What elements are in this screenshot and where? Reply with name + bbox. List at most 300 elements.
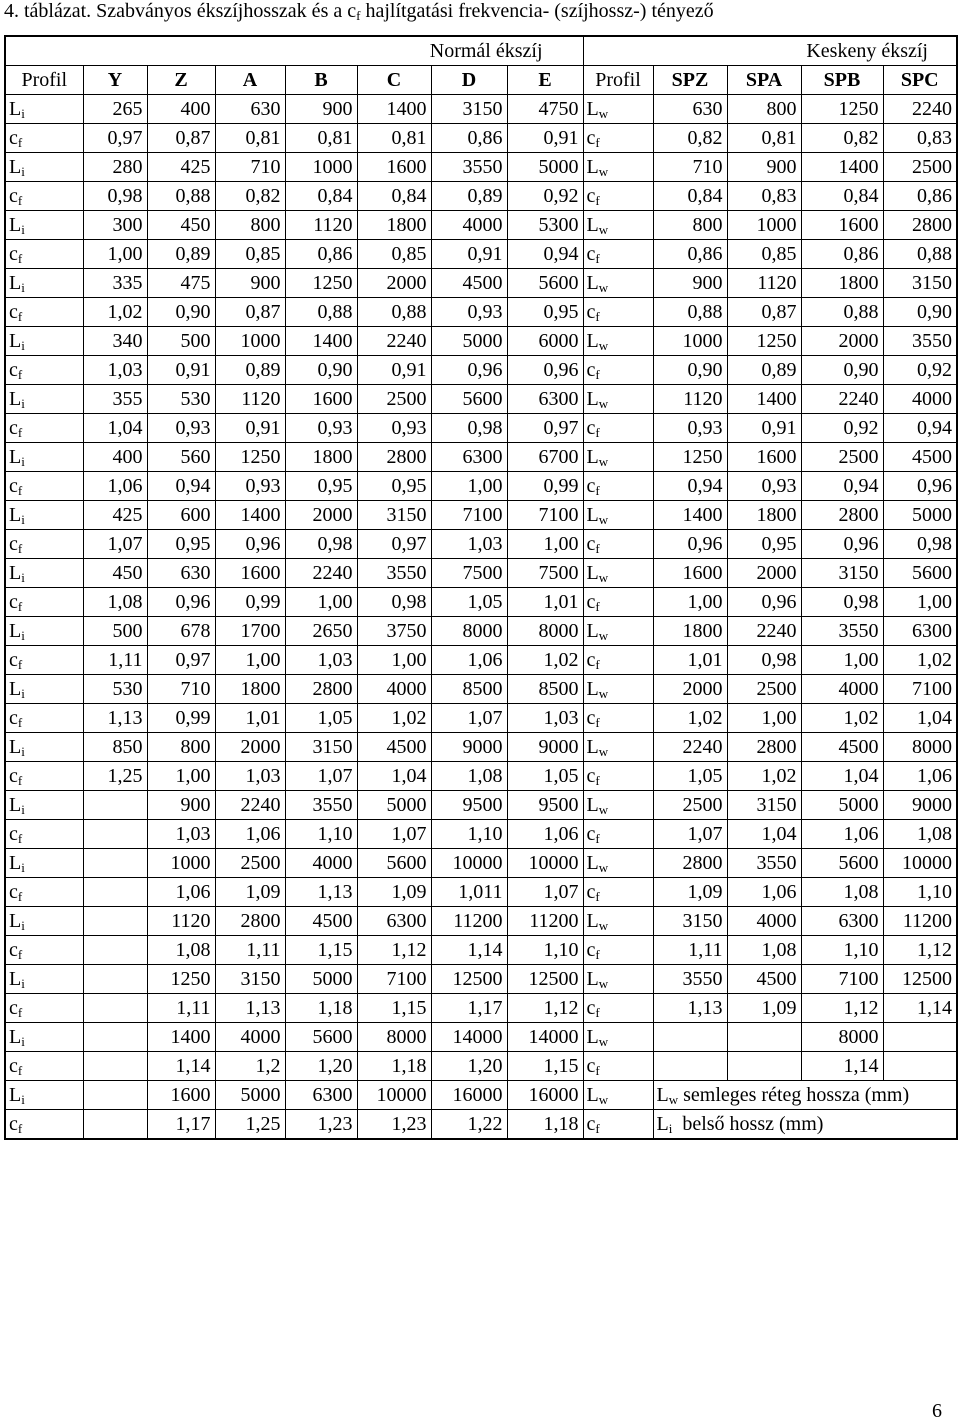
table-cell: 1700: [215, 617, 285, 646]
table-cell: 678: [147, 617, 215, 646]
table-cell: 0,91: [507, 124, 583, 153]
table-cell: 1,15: [285, 936, 357, 965]
table-cell: 0,98: [431, 414, 507, 443]
table-cell: 3550: [431, 153, 507, 182]
row-label-cf-main: c: [9, 822, 18, 845]
row-label-cf-sub: f: [17, 598, 23, 614]
legend-note-text: semleges réteg hossza (mm): [678, 1083, 910, 1106]
table-cell: 1400: [285, 327, 357, 356]
table-cell: 1,06: [727, 878, 801, 907]
table-cell: 3550: [285, 791, 357, 820]
table-cell: 0,96: [801, 530, 883, 559]
row-label-cf-narrow-sub: f: [595, 1062, 600, 1078]
column-header-normal-3: A: [215, 66, 285, 95]
table-cell: 12500: [883, 965, 957, 994]
table-cell: 1,02: [801, 704, 883, 733]
row-label-lw-main: L: [586, 503, 599, 526]
table-cell: 3550: [801, 617, 883, 646]
table-cell: 5600: [357, 849, 431, 878]
row-label-cf-narrow: [583, 414, 653, 443]
table-cell: 5600: [285, 1023, 357, 1052]
table-cell: 0,86: [285, 240, 357, 269]
length-row: [5, 791, 957, 820]
table-cell: 0,97: [357, 530, 431, 559]
table-cell: 2240: [357, 327, 431, 356]
row-label-lw: [583, 849, 653, 878]
table-cell: 1,11: [83, 646, 147, 675]
row-label-cf-narrow-main: c: [586, 1112, 596, 1135]
table-cell: 9500: [507, 791, 583, 820]
table-cell: 1,00: [147, 762, 215, 791]
row-label-lw: [583, 211, 653, 240]
table-cell: 1,08: [83, 588, 147, 617]
row-label-cf-sub: f: [17, 946, 23, 962]
table-cell: 0,86: [431, 124, 507, 153]
row-label-li-sub: i: [21, 917, 25, 933]
table-cell: 1,12: [801, 994, 883, 1023]
table-cell: 0,88: [285, 298, 357, 327]
length-row: [5, 327, 957, 356]
row-label-li-sub: i: [21, 163, 25, 179]
table-cell: 0,88: [357, 298, 431, 327]
row-label-lw: [583, 385, 653, 414]
table-cell: 0,81: [357, 124, 431, 153]
table-cell: 5000: [431, 327, 507, 356]
table-cell: 4750: [507, 95, 583, 124]
table-cell: 0,89: [147, 240, 215, 269]
table-cell: 0,89: [727, 356, 801, 385]
table-cell: [83, 994, 147, 1023]
table-cell: 11200: [431, 907, 507, 936]
table-cell: 900: [147, 791, 215, 820]
table-cell: 1,04: [801, 762, 883, 791]
table-cell: 0,96: [727, 588, 801, 617]
row-label-cf: [5, 762, 83, 791]
row-label-lw-sub: w: [598, 453, 609, 469]
table-cell: 900: [215, 269, 285, 298]
table-cell: 1,00: [883, 588, 957, 617]
row-label-lw: [583, 269, 653, 298]
narrow-belt-group-header: Keskeny ékszíj: [583, 36, 957, 66]
table-cell: 0,97: [83, 124, 147, 153]
row-label-li: [5, 733, 83, 762]
table-cell: 0,98: [285, 530, 357, 559]
table-cell: 14000: [431, 1023, 507, 1052]
table-cell: 1,01: [507, 588, 583, 617]
row-label-cf-narrow-sub: f: [595, 1120, 600, 1136]
legend-note: [653, 1110, 957, 1140]
row-label-cf-narrow-sub: f: [595, 540, 600, 556]
table-cell: 0,91: [727, 414, 801, 443]
table-cell: 1,17: [147, 1110, 215, 1140]
table-cell: [83, 849, 147, 878]
table-cell: 1,12: [883, 936, 957, 965]
table-cell: 1,13: [653, 994, 727, 1023]
row-label-lw-sub: w: [598, 859, 609, 875]
table-cell: 1,08: [431, 762, 507, 791]
factor-row: [5, 878, 957, 907]
table-cell: 1,06: [431, 646, 507, 675]
table-cell: 5000: [285, 965, 357, 994]
table-cell: 10000: [507, 849, 583, 878]
table-cell: 10000: [357, 1081, 431, 1110]
table-cell: 1,05: [431, 588, 507, 617]
row-label-li-sub: i: [21, 1091, 25, 1107]
table-cell: 1,06: [147, 878, 215, 907]
table-cell: 0,82: [215, 182, 285, 211]
row-label-cf-main: c: [9, 590, 18, 613]
table-cell: 1400: [727, 385, 801, 414]
table-cell: 1400: [215, 501, 285, 530]
row-label-li: [5, 269, 83, 298]
table-cell: 0,98: [801, 588, 883, 617]
table-cell: 0,96: [147, 588, 215, 617]
column-header-normal-4: B: [285, 66, 357, 95]
table-cell: 0,87: [727, 298, 801, 327]
table-cell: 1600: [285, 385, 357, 414]
table-cell: 1120: [653, 385, 727, 414]
table-cell: 2500: [883, 153, 957, 182]
row-label-li-sub: i: [21, 859, 25, 875]
row-label-cf-narrow: [583, 704, 653, 733]
table-cell: 2240: [801, 385, 883, 414]
table-cell: 0,90: [285, 356, 357, 385]
table-cell: 1,02: [507, 646, 583, 675]
table-cell: 1,07: [507, 878, 583, 907]
column-header-normal-2: Z: [147, 66, 215, 95]
table-cell: 630: [653, 95, 727, 124]
table-cell: 1,12: [357, 936, 431, 965]
row-label-cf: [5, 936, 83, 965]
row-label-cf-narrow: [583, 646, 653, 675]
row-label-lw-sub: w: [598, 685, 609, 701]
row-label-lw-main: L: [586, 735, 599, 758]
row-label-cf-narrow-main: c: [586, 590, 596, 613]
table-cell: 1,07: [83, 530, 147, 559]
table-cell: 9000: [431, 733, 507, 762]
table-cell: 630: [147, 559, 215, 588]
table-cell: 0,87: [147, 124, 215, 153]
row-label-lw-sub: w: [598, 221, 609, 237]
table-cell: 1,09: [653, 878, 727, 907]
table-cell: [83, 1023, 147, 1052]
row-label-li: [5, 153, 83, 182]
table-cell: 3150: [431, 95, 507, 124]
column-header-normal-5: C: [357, 66, 431, 95]
table-cell: 14000: [507, 1023, 583, 1052]
table-cell: 10000: [431, 849, 507, 878]
table-cell: 1,03: [83, 356, 147, 385]
table-cell: 900: [653, 269, 727, 298]
table-cell: 1,08: [801, 878, 883, 907]
factor-row: [5, 994, 957, 1023]
table-cell: 1,011: [431, 878, 507, 907]
row-label-lw-sub: w: [598, 163, 609, 179]
row-label-li: [5, 559, 83, 588]
table-cell: 1800: [215, 675, 285, 704]
table-cell: 5600: [431, 385, 507, 414]
row-label-li-main: L: [9, 793, 22, 816]
table-cell: 0,96: [431, 356, 507, 385]
table-cell: 2650: [285, 617, 357, 646]
table-cell: 0,89: [431, 182, 507, 211]
table-cell: 0,93: [147, 414, 215, 443]
row-label-li-sub: i: [21, 975, 25, 991]
row-label-cf-narrow-sub: f: [595, 888, 600, 904]
factor-row: [5, 472, 957, 501]
row-label-cf: [5, 820, 83, 849]
row-label-li-sub: i: [21, 221, 25, 237]
row-label-lw-sub: w: [598, 511, 609, 527]
row-label-lw: [583, 1023, 653, 1052]
row-label-li: [5, 791, 83, 820]
table-cell: 1,01: [653, 646, 727, 675]
table-cell: 1,13: [83, 704, 147, 733]
table-cell: [83, 965, 147, 994]
table-cell: 0,98: [883, 530, 957, 559]
factor-row: [5, 124, 957, 153]
row-label-cf-narrow: [583, 240, 653, 269]
table-cell: 0,87: [215, 298, 285, 327]
table-cell: 1,02: [883, 646, 957, 675]
table-cell: 1400: [653, 501, 727, 530]
table-cell: 1,00: [357, 646, 431, 675]
row-label-li-main: L: [9, 271, 22, 294]
table-cell: 300: [83, 211, 147, 240]
table-cell: 425: [83, 501, 147, 530]
table-cell: 2000: [357, 269, 431, 298]
table-cell: 0,88: [147, 182, 215, 211]
table-cell: 0,98: [727, 646, 801, 675]
factor-row: [5, 704, 957, 733]
table-cell: 1,03: [507, 704, 583, 733]
row-label-cf: [5, 182, 83, 211]
table-cell: 2240: [727, 617, 801, 646]
factor-row: [5, 646, 957, 675]
table-cell: 5600: [801, 849, 883, 878]
table-cell: [83, 791, 147, 820]
row-label-cf: [5, 414, 83, 443]
table-cell: 5300: [507, 211, 583, 240]
factor-row: [5, 820, 957, 849]
table-cell: 2800: [883, 211, 957, 240]
row-label-lw-main: L: [586, 97, 599, 120]
row-label-cf-narrow-main: c: [586, 532, 596, 555]
legend-note-main: L: [656, 1083, 669, 1106]
row-label-li: [5, 675, 83, 704]
table-cell: 2000: [215, 733, 285, 762]
row-label-lw-main: L: [586, 967, 599, 990]
table-cell: 7100: [357, 965, 431, 994]
table-cell: 530: [83, 675, 147, 704]
row-label-li-main: L: [9, 561, 22, 584]
row-label-cf: [5, 588, 83, 617]
table-cell: 8500: [507, 675, 583, 704]
table-cell: 1000: [727, 211, 801, 240]
row-label-cf-sub: f: [17, 714, 23, 730]
column-header-normal-7: E: [507, 66, 583, 95]
table-cell: 0,84: [357, 182, 431, 211]
table-cell: 1,04: [727, 820, 801, 849]
table-cell: 1,07: [431, 704, 507, 733]
table-cell: 1,02: [357, 704, 431, 733]
table-cell: 1,05: [285, 704, 357, 733]
normal-belt-group-header: Normál ékszíj: [5, 36, 583, 66]
row-label-cf-main: c: [9, 938, 18, 961]
table-cell: 1,06: [801, 820, 883, 849]
table-cell: 6300: [883, 617, 957, 646]
table-cell: 1,00: [215, 646, 285, 675]
length-row: [5, 849, 957, 878]
row-label-cf-main: c: [9, 532, 18, 555]
row-label-lw: [583, 327, 653, 356]
table-cell: 2500: [801, 443, 883, 472]
table-cell: 1,00: [431, 472, 507, 501]
table-cell: 1,09: [727, 994, 801, 1023]
table-cell: 2240: [653, 733, 727, 762]
table-cell: 5000: [801, 791, 883, 820]
table-cell: 1000: [285, 153, 357, 182]
table-cell: 0,81: [215, 124, 285, 153]
table-cell: 1,00: [727, 704, 801, 733]
table-cell: 1,25: [83, 762, 147, 791]
table-cell: 3150: [285, 733, 357, 762]
caption-text-end: hajlítgatási frekvencia- (szíjhossz-) tényező: [360, 0, 714, 22]
table-cell: 2000: [653, 675, 727, 704]
table-cell: 0,93: [357, 414, 431, 443]
table-cell: [83, 878, 147, 907]
row-label-li-sub: i: [21, 569, 25, 585]
group-header-row: [5, 36, 957, 66]
table-cell: 1,13: [215, 994, 285, 1023]
legend-note-sub: w: [668, 1091, 679, 1107]
factor-row: [5, 530, 957, 559]
table-cell: 900: [727, 153, 801, 182]
row-label-li-sub: i: [21, 395, 25, 411]
row-label-lw-main: L: [586, 677, 599, 700]
table-cell: 1,03: [147, 820, 215, 849]
length-row: [5, 675, 957, 704]
table-cell: [727, 1052, 801, 1081]
table-cell: 0,95: [285, 472, 357, 501]
table-cell: 8000: [357, 1023, 431, 1052]
row-label-cf-narrow-sub: f: [595, 250, 600, 266]
table-cell: 0,98: [83, 182, 147, 211]
table-cell: 4000: [801, 675, 883, 704]
factor-row: [5, 298, 957, 327]
column-header-narrow-1: SPZ: [653, 66, 727, 95]
table-cell: 1,05: [653, 762, 727, 791]
row-label-cf-main: c: [9, 358, 18, 381]
row-label-li-sub: i: [21, 279, 25, 295]
table-cell: 2800: [357, 443, 431, 472]
table-cell: 0,81: [285, 124, 357, 153]
table-cell: 0,99: [507, 472, 583, 501]
table-cell: 1,23: [285, 1110, 357, 1140]
row-label-li-sub: i: [21, 627, 25, 643]
row-label-li: [5, 95, 83, 124]
table-cell: 6300: [357, 907, 431, 936]
row-label-cf-narrow-sub: f: [595, 830, 600, 846]
table-cell: 1,2: [215, 1052, 285, 1081]
table-cell: 0,84: [285, 182, 357, 211]
row-label-cf-narrow: [583, 1052, 653, 1081]
table-cell: 1,00: [285, 588, 357, 617]
table-cell: 1250: [147, 965, 215, 994]
table-cell: 1,17: [431, 994, 507, 1023]
row-label-lw-main: L: [586, 561, 599, 584]
row-label-lw: [583, 559, 653, 588]
row-label-li-sub: i: [21, 105, 25, 121]
length-row: [5, 385, 957, 414]
table-cell: 1,03: [285, 646, 357, 675]
table-cell: 1120: [727, 269, 801, 298]
table-cell: 1000: [215, 327, 285, 356]
table-cell: 1,14: [431, 936, 507, 965]
row-label-cf-narrow: [583, 124, 653, 153]
table-cell: 0,82: [653, 124, 727, 153]
row-label-cf-main: c: [9, 648, 18, 671]
table-cell: [653, 1023, 727, 1052]
table-cell: 1,20: [285, 1052, 357, 1081]
table-cell: 2000: [801, 327, 883, 356]
row-label-li: [5, 501, 83, 530]
row-label-cf-narrow-sub: f: [595, 656, 600, 672]
table-cell: 1400: [801, 153, 883, 182]
row-label-cf-narrow: [583, 472, 653, 501]
table-cell: 5000: [357, 791, 431, 820]
row-label-li: [5, 849, 83, 878]
table-cell: 0,95: [357, 472, 431, 501]
row-label-cf-narrow-main: c: [586, 126, 596, 149]
table-cell: 850: [83, 733, 147, 762]
legend-note-sub: i: [668, 1120, 673, 1136]
row-label-cf: [5, 1052, 83, 1081]
length-row: [5, 733, 957, 762]
row-label-cf-narrow: [583, 588, 653, 617]
table-cell: 16000: [507, 1081, 583, 1110]
table-cell: 1,10: [285, 820, 357, 849]
row-label-cf-sub: f: [17, 134, 23, 150]
table-cell: 800: [215, 211, 285, 240]
row-label-li-main: L: [9, 735, 22, 758]
row-label-cf-narrow-sub: f: [595, 1004, 600, 1020]
row-label-cf-sub: f: [17, 772, 23, 788]
row-label-cf-main: c: [9, 126, 18, 149]
table-cell: 800: [653, 211, 727, 240]
table-cell: 710: [147, 675, 215, 704]
table-cell: 355: [83, 385, 147, 414]
table-cell: 1,10: [801, 936, 883, 965]
row-label-lw-main: L: [586, 619, 599, 642]
length-row: [5, 1023, 957, 1052]
row-label-lw-sub: w: [598, 395, 609, 411]
row-label-cf-narrow-sub: f: [595, 946, 600, 962]
legend-note-text: belső hossz (mm): [672, 1112, 824, 1135]
table-cell: 8000: [883, 733, 957, 762]
row-label-cf-narrow-sub: f: [595, 424, 600, 440]
table-cell: 4500: [431, 269, 507, 298]
row-label-lw-main: L: [586, 1025, 599, 1048]
row-label-lw-main: L: [586, 387, 599, 410]
table-cell: 8000: [431, 617, 507, 646]
table-cell: 2000: [285, 501, 357, 530]
table-cell: 1600: [727, 443, 801, 472]
table-cell: 0,85: [357, 240, 431, 269]
row-label-li: [5, 385, 83, 414]
row-label-cf-narrow-main: c: [586, 300, 596, 323]
row-label-cf-main: c: [9, 300, 18, 323]
